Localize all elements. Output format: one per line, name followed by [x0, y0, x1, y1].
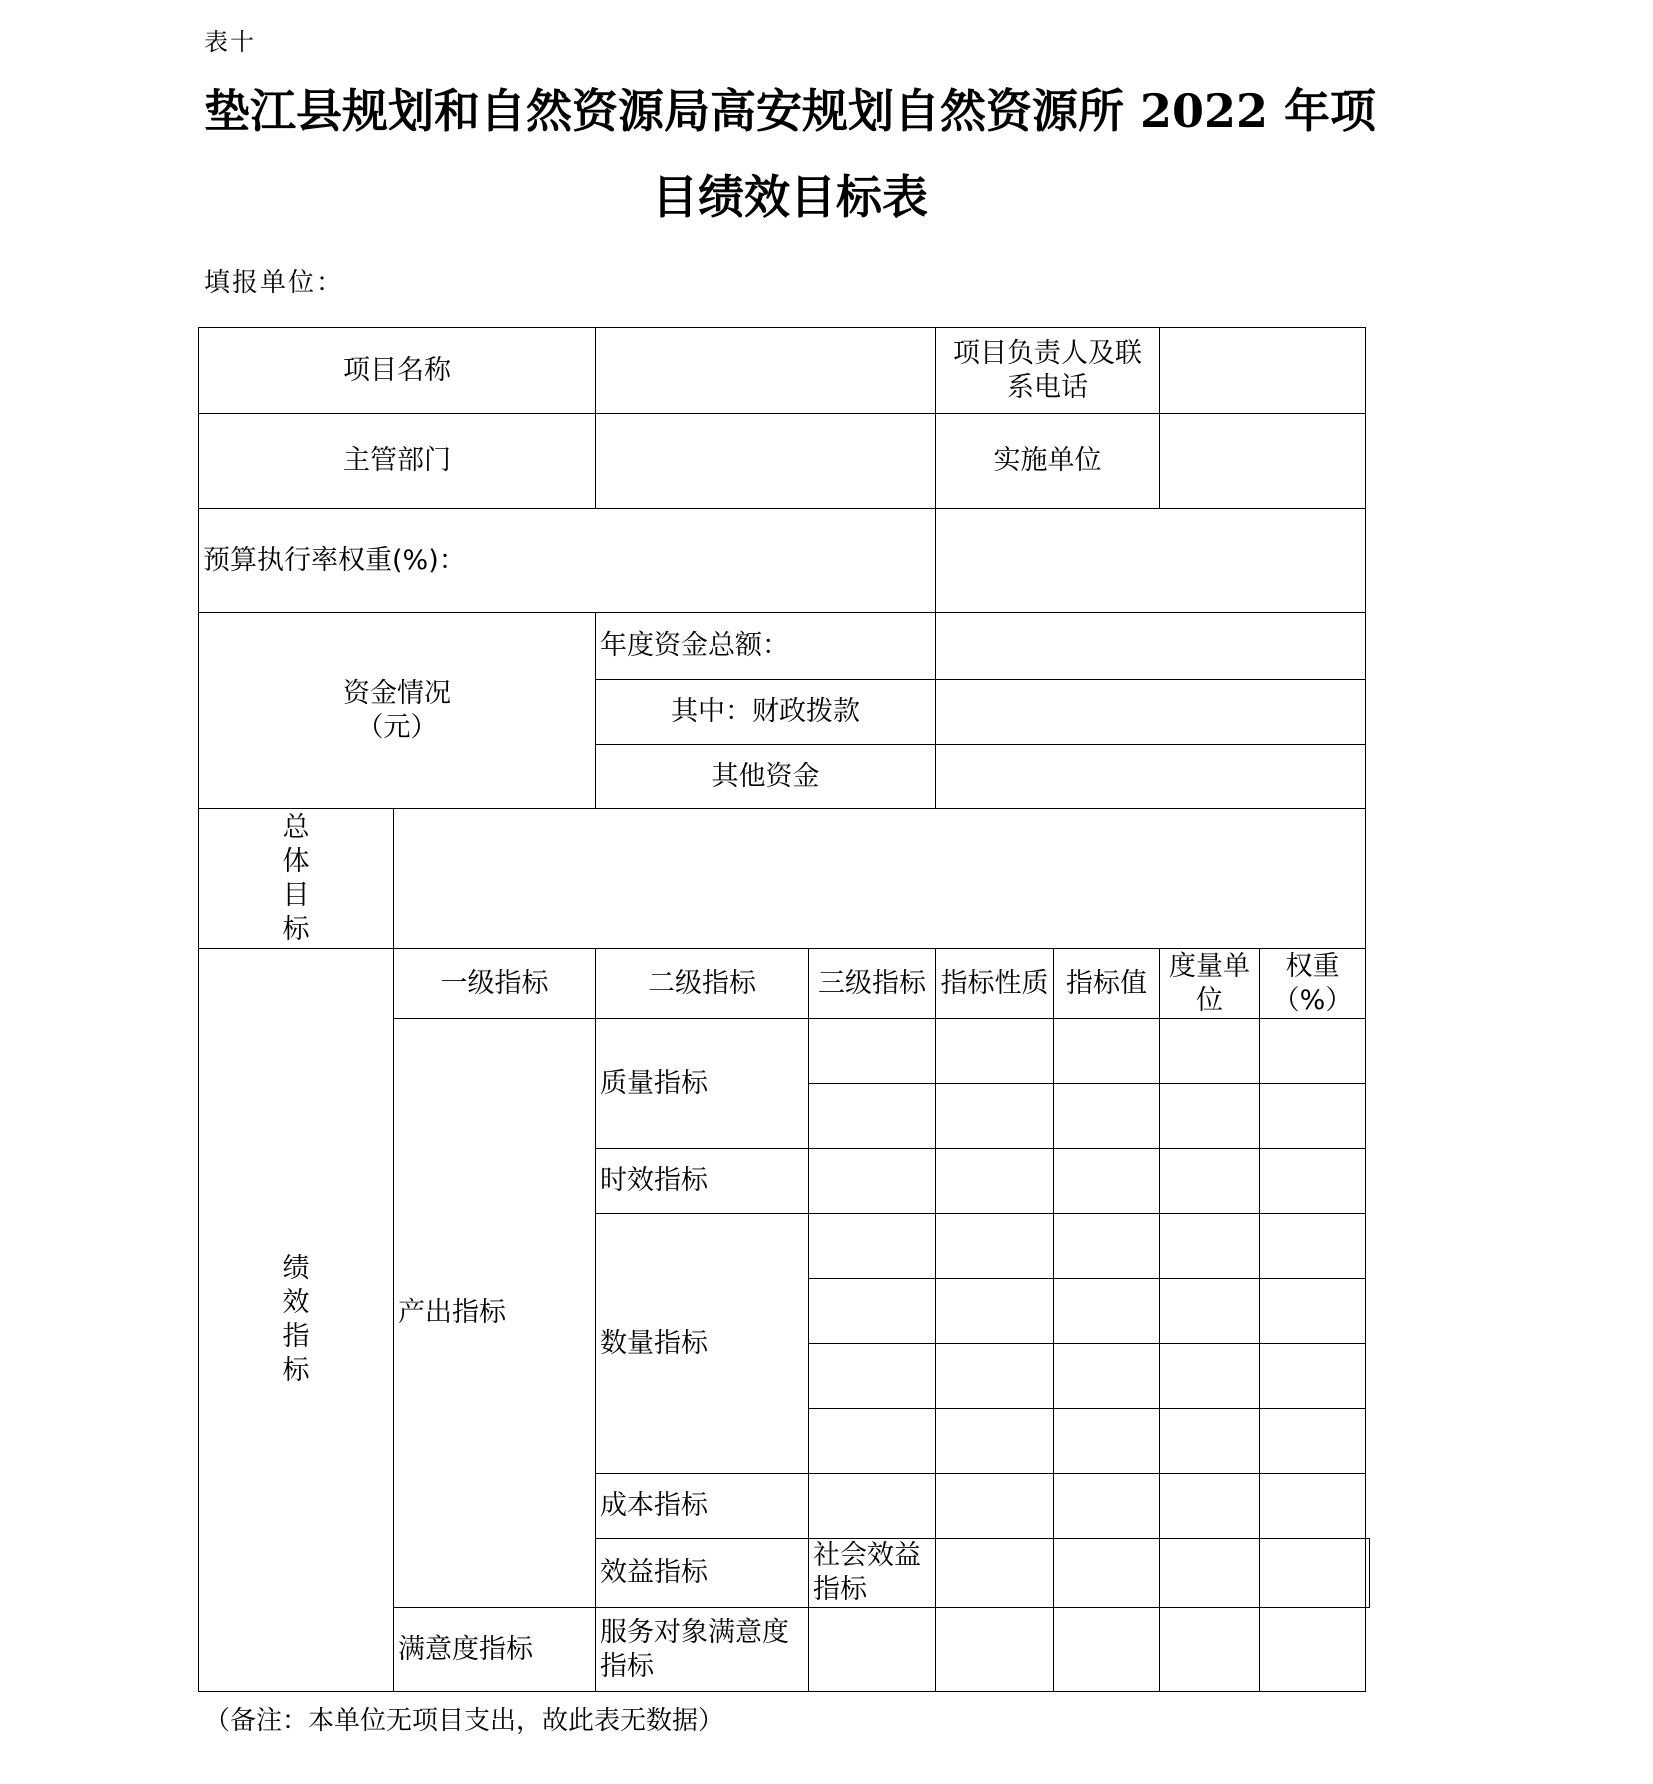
budget-rate-label: 预算执行率权重(%)： — [199, 509, 936, 613]
table-cell — [1054, 1084, 1160, 1149]
output-indicator-label: 产出指标 — [394, 1019, 596, 1608]
table-cell — [936, 1084, 1054, 1149]
header-unit: 度量单位 — [1160, 949, 1260, 1019]
page-title: 垫江县规划和自然资源局高安规划自然资源所 2022 年项目绩效目标表 — [203, 84, 1377, 224]
header-nature: 指标性质 — [936, 949, 1054, 1019]
table-cell — [1160, 1214, 1260, 1279]
header-value: 指标值 — [1054, 949, 1160, 1019]
perf-label — [199, 949, 394, 1692]
table-cell — [936, 1409, 1054, 1474]
table-cell — [809, 1474, 936, 1539]
header-level3: 三级指标 — [809, 949, 936, 1019]
project-lead-label: 项目负责人及联系电话 — [936, 328, 1160, 414]
cost-indicator-label: 成本指标 — [596, 1474, 809, 1539]
other-funds-field — [936, 745, 1366, 809]
filler-unit-label: 填报单位： — [204, 268, 345, 298]
fiscal-field — [936, 680, 1366, 745]
supervisor-label: 主管部门 — [199, 414, 596, 509]
table-cell — [1260, 1539, 1366, 1608]
table-cell — [1054, 1019, 1160, 1084]
funds-label — [199, 613, 596, 809]
table-cell — [1054, 1409, 1160, 1474]
footnote: （备注：本单位无项目支出，故此表无数据） — [204, 1706, 725, 1736]
table-cell — [1054, 1214, 1160, 1279]
table-cell — [1054, 1608, 1160, 1692]
fiscal-label: 其中：财政拨款 — [596, 680, 936, 745]
project-lead-field — [1160, 328, 1366, 414]
table-cell — [936, 1019, 1054, 1084]
table-cell — [936, 1344, 1054, 1409]
implementer-field — [1160, 414, 1366, 509]
table-number: 表十 — [204, 28, 256, 56]
table-cell — [1160, 1279, 1260, 1344]
service-satisfaction-text: 服务对象满意度指标 — [600, 1616, 789, 1682]
table-cell — [1260, 1474, 1366, 1539]
table-cell — [1160, 1084, 1260, 1149]
table-cell — [809, 1214, 936, 1279]
table-cell — [1054, 1149, 1160, 1214]
table-cell — [1260, 1214, 1366, 1279]
table-cell — [936, 1474, 1054, 1539]
table-cell — [936, 1279, 1054, 1344]
table-cell — [809, 1344, 936, 1409]
annual-total-label: 年度资金总额： — [596, 613, 936, 680]
table-cell — [1160, 1539, 1260, 1608]
overall-goal-text: 总体目标 — [282, 811, 310, 945]
table-cell — [1260, 1084, 1366, 1149]
table-cell — [1260, 1019, 1366, 1084]
table-cell — [936, 1539, 1054, 1608]
table-cell — [809, 1409, 936, 1474]
performance-form-table — [198, 327, 1370, 1692]
table-cell — [1160, 1149, 1260, 1214]
overall-goal-label — [199, 809, 394, 949]
table-cell — [1260, 1409, 1366, 1474]
service-satisfaction-indicator-label — [596, 1608, 809, 1692]
table-cell — [809, 1279, 936, 1344]
supervisor-field — [596, 414, 936, 509]
other-funds-label: 其他资金 — [596, 745, 936, 809]
table-cell — [809, 1019, 936, 1084]
table-cell — [1160, 1409, 1260, 1474]
header-weight: 权重（%） — [1260, 949, 1366, 1019]
table-cell — [1054, 1539, 1160, 1608]
table-cell — [936, 1214, 1054, 1279]
perf-label-text: 绩效指标 — [282, 1253, 310, 1386]
table-cell — [936, 1149, 1054, 1214]
table-cell — [1260, 1279, 1366, 1344]
table-cell — [1260, 1344, 1366, 1409]
project-name-label: 项目名称 — [199, 328, 596, 414]
table-cell — [1260, 1149, 1366, 1214]
table-cell — [1160, 1344, 1260, 1409]
funds-label-text: 资金情况（元） — [343, 677, 451, 743]
table-cell — [1054, 1279, 1160, 1344]
table-cell — [809, 1608, 936, 1692]
benefit-indicator-label: 效益指标 — [596, 1539, 809, 1608]
header-level2: 二级指标 — [596, 949, 809, 1019]
table-cell — [1160, 1608, 1260, 1692]
budget-rate-field — [936, 509, 1366, 613]
table-cell — [809, 1149, 936, 1214]
table-cell — [936, 1608, 1054, 1692]
table-cell — [809, 1084, 936, 1149]
annual-total-field — [936, 613, 1366, 680]
table-cell — [1054, 1344, 1160, 1409]
table-cell — [1054, 1474, 1160, 1539]
table-cell — [1160, 1019, 1260, 1084]
table-cell — [1160, 1474, 1260, 1539]
implementer-label: 实施单位 — [936, 414, 1160, 509]
quality-indicator-label: 质量指标 — [596, 1019, 809, 1149]
header-level1: 一级指标 — [394, 949, 596, 1019]
table-cell — [1260, 1608, 1366, 1692]
project-name-field — [596, 328, 936, 414]
table-cell — [1366, 1539, 1370, 1608]
social-benefit-indicator-label: 社会效益指标 — [809, 1539, 936, 1608]
overall-goal-field — [394, 809, 1366, 949]
timeliness-indicator-label: 时效指标 — [596, 1149, 809, 1214]
satisfaction-indicator-label: 满意度指标 — [394, 1608, 596, 1692]
quantity-indicator-label: 数量指标 — [596, 1214, 809, 1474]
